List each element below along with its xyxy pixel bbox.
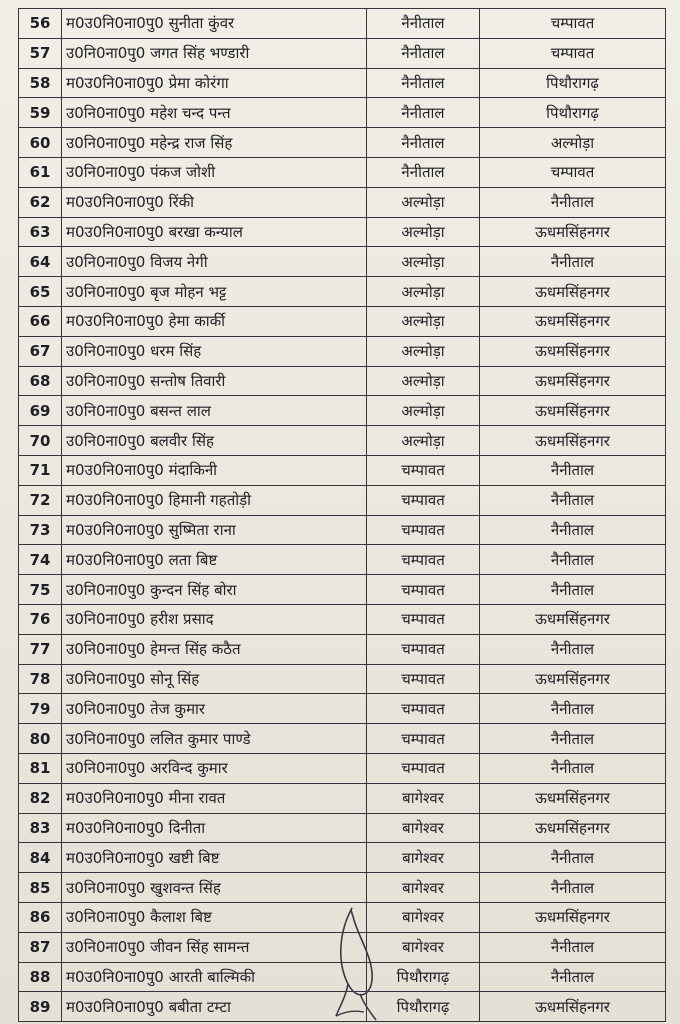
serial-number-cell: 73: [19, 515, 62, 545]
transfer-district-cell: ऊधमसिंहनगर: [480, 664, 666, 694]
officer-name-cell: उ0नि0ना0पु0 धरम सिंह: [62, 336, 367, 366]
current-district-cell: अल्मोड़ा: [367, 247, 480, 277]
current-district-cell: अल्मोड़ा: [367, 396, 480, 426]
officer-name-cell: उ0नि0ना0पु0 अरविन्द कुमार: [62, 753, 367, 783]
current-district-cell: नैनीताल: [367, 68, 480, 98]
officer-name-cell: उ0नि0ना0पु0 हेमन्त सिंह कठैत: [62, 634, 367, 664]
officer-name-cell: म0उ0नि0ना0पु0 खष्टी बिष्ट: [62, 843, 367, 873]
transfer-district-cell: ऊधमसिंहनगर: [480, 366, 666, 396]
transfer-district-cell: नैनीताल: [480, 694, 666, 724]
officer-name-cell: उ0नि0ना0पु0 बसन्त लाल: [62, 396, 367, 426]
transfer-district-cell: नैनीताल: [480, 932, 666, 962]
table-row: [19, 604, 666, 634]
serial-number-cell: 68: [19, 366, 62, 396]
transfer-district-cell: ऊधमसिंहनगर: [480, 902, 666, 932]
table-row: [19, 68, 666, 98]
serial-number-cell: 70: [19, 426, 62, 456]
transfer-district-cell: नैनीताल: [480, 724, 666, 754]
officer-name-cell: उ0नि0ना0पु0 कुन्दन सिंह बोरा: [62, 575, 367, 605]
serial-number-cell: 87: [19, 932, 62, 962]
officer-name-cell: उ0नि0ना0पु0 कैलाश बिष्ट: [62, 902, 367, 932]
current-district-cell: चम्पावत: [367, 455, 480, 485]
table-row: [19, 396, 666, 426]
table-row: [19, 247, 666, 277]
transfer-district-cell: नैनीताल: [480, 575, 666, 605]
transfer-district-cell: ऊधमसिंहनगर: [480, 306, 666, 336]
serial-number-cell: 64: [19, 247, 62, 277]
current-district-cell: अल्मोड़ा: [367, 426, 480, 456]
current-district-cell: नैनीताल: [367, 128, 480, 158]
serial-number-cell: 72: [19, 485, 62, 515]
table-row: [19, 366, 666, 396]
current-district-cell: बागेश्वर: [367, 873, 480, 903]
serial-number-cell: 74: [19, 545, 62, 575]
serial-number-cell: 86: [19, 902, 62, 932]
officer-name-cell: उ0नि0ना0पु0 विजय नेगी: [62, 247, 367, 277]
officer-name-cell: म0उ0नि0ना0पु0 प्रेमा कोरंगा: [62, 68, 367, 98]
current-district-cell: चम्पावत: [367, 604, 480, 634]
officer-name-cell: उ0नि0ना0पु0 खुशवन्त सिंह: [62, 873, 367, 903]
table-row: [19, 843, 666, 873]
officer-name-cell: म0उ0नि0ना0पु0 मंदाकिनी: [62, 455, 367, 485]
transfer-district-cell: नैनीताल: [480, 634, 666, 664]
current-district-cell: बागेश्वर: [367, 902, 480, 932]
serial-number-cell: 67: [19, 336, 62, 366]
officer-name-cell: उ0नि0ना0पु0 बलवीर सिंह: [62, 426, 367, 456]
current-district-cell: चम्पावत: [367, 724, 480, 754]
current-district-cell: चम्पावत: [367, 634, 480, 664]
table-row: [19, 98, 666, 128]
serial-number-cell: 89: [19, 992, 62, 1022]
table-row: [19, 455, 666, 485]
current-district-cell: चम्पावत: [367, 664, 480, 694]
transfer-district-cell: नैनीताल: [480, 187, 666, 217]
transfer-district-cell: पिथौरागढ़: [480, 68, 666, 98]
table-row: [19, 575, 666, 605]
transfer-district-cell: नैनीताल: [480, 515, 666, 545]
officer-name-cell: उ0नि0ना0पु0 ललित कुमार पाण्डे: [62, 724, 367, 754]
transfer-district-cell: नैनीताल: [480, 247, 666, 277]
transfer-district-cell: ऊधमसिंहनगर: [480, 217, 666, 247]
current-district-cell: चम्पावत: [367, 753, 480, 783]
officer-name-cell: म0उ0नि0ना0पु0 मीना रावत: [62, 783, 367, 813]
current-district-cell: चम्पावत: [367, 515, 480, 545]
current-district-cell: अल्मोड़ा: [367, 366, 480, 396]
officer-name-cell: म0उ0नि0ना0पु0 आरती बाल्मिकी: [62, 962, 367, 992]
serial-number-cell: 58: [19, 68, 62, 98]
serial-number-cell: 66: [19, 306, 62, 336]
transfer-district-cell: नैनीताल: [480, 455, 666, 485]
transfer-district-cell: चम्पावत: [480, 38, 666, 68]
serial-number-cell: 62: [19, 187, 62, 217]
officer-name-cell: उ0नि0ना0पु0 जीवन सिंह सामन्त: [62, 932, 367, 962]
serial-number-cell: 82: [19, 783, 62, 813]
current-district-cell: अल्मोड़ा: [367, 217, 480, 247]
serial-number-cell: 77: [19, 634, 62, 664]
transfer-district-cell: ऊधमसिंहनगर: [480, 277, 666, 307]
table-row: [19, 992, 666, 1022]
transfer-district-cell: नैनीताल: [480, 753, 666, 783]
serial-number-cell: 88: [19, 962, 62, 992]
serial-number-cell: 59: [19, 98, 62, 128]
transfer-district-cell: ऊधमसिंहनगर: [480, 813, 666, 843]
serial-number-cell: 80: [19, 724, 62, 754]
serial-number-cell: 60: [19, 128, 62, 158]
officer-name-cell: म0उ0नि0ना0पु0 रिंकी: [62, 187, 367, 217]
current-district-cell: चम्पावत: [367, 545, 480, 575]
officer-name-cell: उ0नि0ना0पु0 महेन्द्र राज सिंह: [62, 128, 367, 158]
table-row: [19, 336, 666, 366]
current-district-cell: नैनीताल: [367, 9, 480, 39]
table-row: [19, 873, 666, 903]
transfer-district-cell: ऊधमसिंहनगर: [480, 604, 666, 634]
table-row: [19, 694, 666, 724]
table-row: [19, 813, 666, 843]
current-district-cell: नैनीताल: [367, 98, 480, 128]
current-district-cell: नैनीताल: [367, 157, 480, 187]
table-row: [19, 634, 666, 664]
serial-number-cell: 81: [19, 753, 62, 783]
transfer-district-cell: ऊधमसिंहनगर: [480, 992, 666, 1022]
officer-name-cell: म0उ0नि0ना0पु0 लता बिष्ट: [62, 545, 367, 575]
current-district-cell: बागेश्वर: [367, 843, 480, 873]
serial-number-cell: 78: [19, 664, 62, 694]
officer-name-cell: उ0नि0ना0पु0 पंकज जोशी: [62, 157, 367, 187]
table-row: [19, 157, 666, 187]
officer-name-cell: उ0नि0ना0पु0 सन्तोष तिवारी: [62, 366, 367, 396]
transfer-district-cell: नैनीताल: [480, 873, 666, 903]
current-district-cell: बागेश्वर: [367, 813, 480, 843]
officer-name-cell: उ0नि0ना0पु0 जगत सिंह भण्डारी: [62, 38, 367, 68]
transfer-district-cell: चम्पावत: [480, 157, 666, 187]
table-row: [19, 426, 666, 456]
current-district-cell: चम्पावत: [367, 694, 480, 724]
serial-number-cell: 71: [19, 455, 62, 485]
transfer-district-cell: ऊधमसिंहनगर: [480, 426, 666, 456]
officer-name-cell: म0उ0नि0ना0पु0 दिनीता: [62, 813, 367, 843]
table-row: [19, 128, 666, 158]
table-row: [19, 932, 666, 962]
serial-number-cell: 63: [19, 217, 62, 247]
table-row: [19, 306, 666, 336]
table-row: [19, 515, 666, 545]
officer-name-cell: म0उ0नि0ना0पु0 बरखा कन्याल: [62, 217, 367, 247]
officer-name-cell: म0उ0नि0ना0पु0 सुनीता कुंवर: [62, 9, 367, 39]
table-row: [19, 783, 666, 813]
transfer-district-cell: नैनीताल: [480, 962, 666, 992]
transfer-table-body: [19, 9, 666, 1022]
serial-number-cell: 76: [19, 604, 62, 634]
officer-name-cell: उ0नि0ना0पु0 बृज मोहन भट्ट: [62, 277, 367, 307]
table-row: [19, 664, 666, 694]
transfer-district-cell: ऊधमसिंहनगर: [480, 336, 666, 366]
transfer-table: [18, 8, 666, 1022]
transfer-district-cell: नैनीताल: [480, 545, 666, 575]
serial-number-cell: 85: [19, 873, 62, 903]
serial-number-cell: 56: [19, 9, 62, 39]
table-row: [19, 38, 666, 68]
current-district-cell: पिथौरागढ़: [367, 992, 480, 1022]
current-district-cell: अल्मोड़ा: [367, 336, 480, 366]
officer-name-cell: म0उ0नि0ना0पु0 सुष्मिता राना: [62, 515, 367, 545]
table-row: [19, 724, 666, 754]
transfer-district-cell: नैनीताल: [480, 485, 666, 515]
current-district-cell: चम्पावत: [367, 575, 480, 605]
officer-name-cell: उ0नि0ना0पु0 महेश चन्द पन्त: [62, 98, 367, 128]
current-district-cell: बागेश्वर: [367, 783, 480, 813]
table-row: [19, 9, 666, 39]
table-row: [19, 217, 666, 247]
current-district-cell: अल्मोड़ा: [367, 277, 480, 307]
officer-name-cell: म0उ0नि0ना0पु0 हिमानी गहतोड़ी: [62, 485, 367, 515]
transfer-district-cell: नैनीताल: [480, 843, 666, 873]
transfer-district-cell: चम्पावत: [480, 9, 666, 39]
serial-number-cell: 57: [19, 38, 62, 68]
officer-name-cell: म0उ0नि0ना0पु0 हेमा कार्की: [62, 306, 367, 336]
transfer-district-cell: ऊधमसिंहनगर: [480, 783, 666, 813]
table-row: [19, 277, 666, 307]
serial-number-cell: 69: [19, 396, 62, 426]
table-row: [19, 962, 666, 992]
serial-number-cell: 79: [19, 694, 62, 724]
officer-name-cell: उ0नि0ना0पु0 हरीश प्रसाद: [62, 604, 367, 634]
current-district-cell: नैनीताल: [367, 38, 480, 68]
table-row: [19, 902, 666, 932]
serial-number-cell: 75: [19, 575, 62, 605]
officer-name-cell: म0उ0नि0ना0पु0 बबीता टम्टा: [62, 992, 367, 1022]
current-district-cell: बागेश्वर: [367, 932, 480, 962]
serial-number-cell: 84: [19, 843, 62, 873]
table-row: [19, 545, 666, 575]
current-district-cell: चम्पावत: [367, 485, 480, 515]
officer-name-cell: उ0नि0ना0पु0 सोनू सिंह: [62, 664, 367, 694]
current-district-cell: अल्मोड़ा: [367, 187, 480, 217]
table-row: [19, 485, 666, 515]
serial-number-cell: 83: [19, 813, 62, 843]
table-row: [19, 187, 666, 217]
transfer-district-cell: अल्मोड़ा: [480, 128, 666, 158]
table-row: [19, 753, 666, 783]
current-district-cell: अल्मोड़ा: [367, 306, 480, 336]
serial-number-cell: 61: [19, 157, 62, 187]
current-district-cell: पिथौरागढ़: [367, 962, 480, 992]
officer-name-cell: उ0नि0ना0पु0 तेज कुमार: [62, 694, 367, 724]
transfer-district-cell: पिथौरागढ़: [480, 98, 666, 128]
serial-number-cell: 65: [19, 277, 62, 307]
transfer-district-cell: ऊधमसिंहनगर: [480, 396, 666, 426]
